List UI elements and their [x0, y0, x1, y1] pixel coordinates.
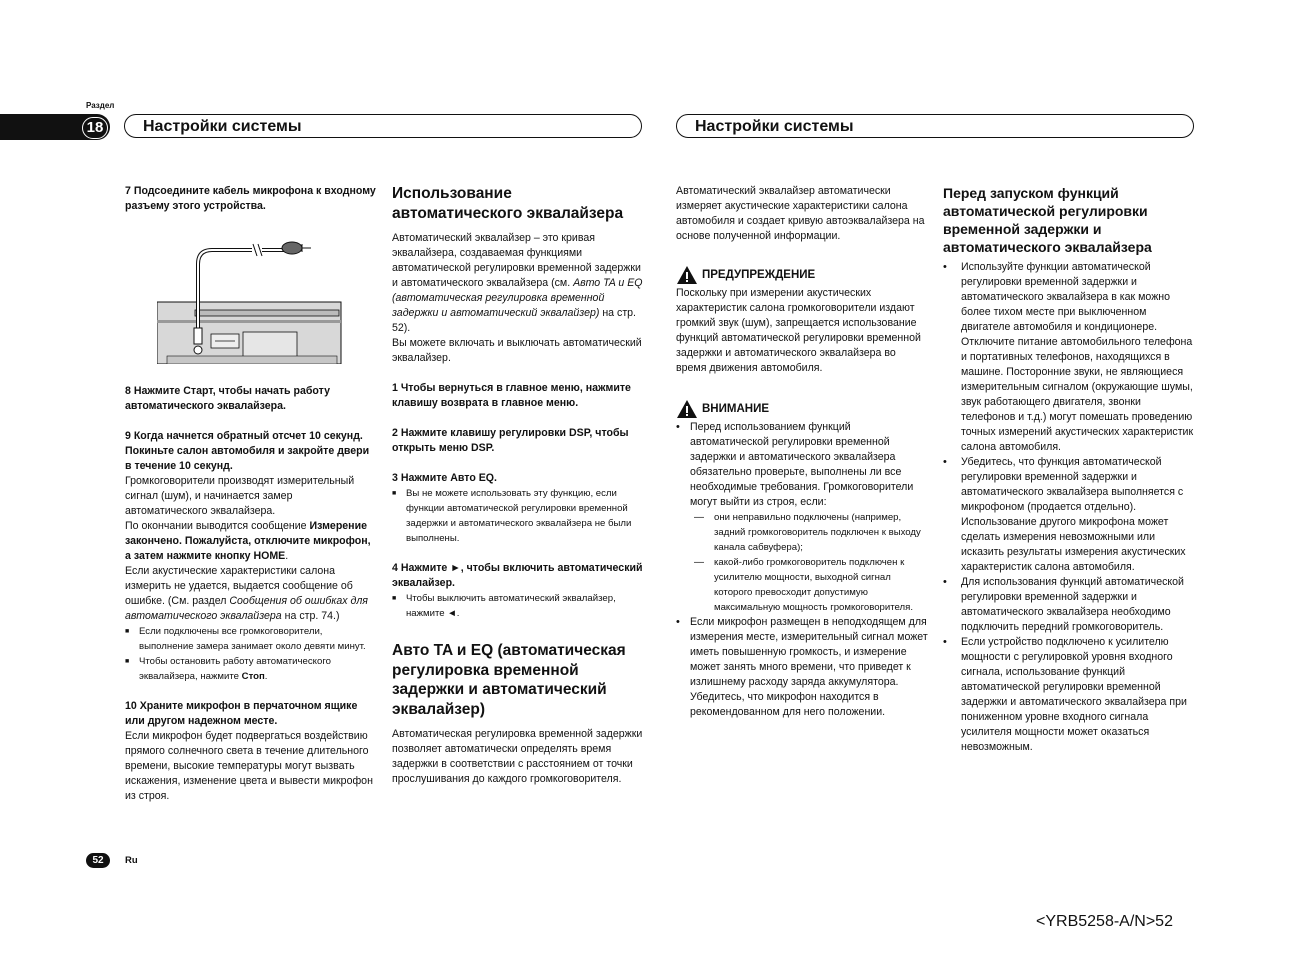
step-10-text: Если микрофон будет подвергаться воздействию прямого солнечного света в течение длительного времени, высокие температуры могут вызвать искажения, изменение цвета и вывести микрофон из строя. — [125, 730, 373, 802]
warning-heading: ПРЕДУПРЕЖДЕНИЕ — [676, 264, 928, 286]
note-item: ■ Чтобы остановить работу автоматического эквалайзера, нажмите Стоп. — [125, 656, 331, 682]
step-9-text-c: Если акустические характеристики салона измерить не удается, выдается сообщение об ошибке. (См. раздел Сообщения об ошибках для автоматического эквалайзера на стр. 74.) — [125, 565, 368, 622]
step-10: 10 Храните микрофон в перчаточном ящике или другом надежном месте. — [125, 700, 358, 727]
column-4 — [943, 184, 1195, 755]
bullet-item: • Если устройство подключено к усилителю мощности с регулировкой уровня входного сигнала, использование функций автоматической регулировки временной задержки и автоматического эквалайзера при пониженном уровне входного сигнала усилителя мощности может оказаться невозможным. — [943, 636, 1187, 753]
caution-subitem: — они неправильно подключены (например, задний громкоговоритель подключен к выходу канала сабвуфера); — [694, 512, 921, 553]
step-4: 4 Нажмите ►, чтобы включить автоматический эквалайзер. — [392, 562, 643, 589]
caution-item: • Если микрофон размещен в неподходящем для измерения месте, измерительный сигнал может иметь повышенную громкость, и измерение может занять много времени, что приведет к излишнему расходу заряда аккумулятора. Убедитесь, что микрофон находится в рекомендованном для него положении. — [676, 616, 928, 718]
language-code: Ru — [125, 855, 138, 866]
heading-before-start: Перед запуском функций автоматической регулировки временной задержки и автоматического эквалайзера — [943, 185, 1152, 255]
heading-auto-ta-eq: Авто TA и EQ (автоматическая регулировка временной задержки и автоматический эквалайзер) — [392, 642, 626, 718]
caution-subitem: — какой-либо громкоговоритель подключен к усилителю мощности, выходной сигнал которого превосходит допустимую максимальную мощность громкоговорителя. — [694, 557, 913, 613]
auto-eq-description: Автоматический эквалайзер автоматически измеряет акустические характеристики салона автомобиля и создает кривую автоэквалайзера на основе полученной информации. — [676, 185, 925, 242]
note-item: ■ Если подключены все громкоговорители, выполнение замера занимает около девяти минут. — [125, 626, 366, 652]
step-9-text-b: По окончании выводится сообщение Измерение закончено. Пожалуйста, отключите микрофон, а затем нажмите кнопку HOME. — [125, 520, 371, 562]
document-code: <YRB5258-A/N>52 — [1036, 913, 1173, 930]
page-number: 52 — [86, 853, 110, 868]
column-1 — [125, 184, 377, 804]
step-7: 7 Подсоедините кабель микрофона к входному разъему этого устройства. — [125, 185, 376, 212]
step-1: 1 Чтобы вернуться в главное меню, нажмите клавишу возврата в главное меню. — [392, 382, 631, 409]
section-label: Раздел — [86, 101, 115, 110]
section-number: 18 — [82, 117, 108, 139]
page-title-left: Настройки системы — [124, 114, 642, 138]
note-item: ■ Чтобы выключить автоматический эквалайзер, нажмите ◄. — [392, 593, 616, 619]
caution-heading: ВНИМАНИЕ — [676, 398, 928, 420]
warning-icon — [676, 265, 698, 285]
step-2: 2 Нажмите клавишу регулировки DSP, чтобы открыть меню DSP. — [392, 427, 629, 454]
auto-eq-intro-2: Вы можете включать и выключать автоматический эквалайзер. — [392, 337, 642, 364]
step-9-text-a: Громкоговорители производят измерительный сигнал (шум), и начинается замер автоматического эквалайзера. — [125, 475, 355, 517]
auto-ta-eq-text: Автоматическая регулировка временной задержки позволяет автоматически определять время задержки в соответствии с расстоянием от точки прослушивания до каждого громкоговорителя. — [392, 728, 643, 785]
caution-item: • Перед использованием функций автоматической регулировки временной задержки и автоматического эквалайзера обязательно проверьте, выполнены ли все необходимые требования. Громкоговорители могут выйти из строя, если: — [676, 421, 914, 508]
step-3: 3 Нажмите Авто EQ. — [392, 472, 497, 484]
caution-icon — [676, 399, 698, 419]
step-8: 8 Нажмите Старт, чтобы начать работу автоматического эквалайзера. — [125, 385, 330, 412]
bullet-item: • Используйте функции автоматической регулировки временной задержки и автоматического эквалайзера в как можно более тихом месте при выключенном двигателе автомобиля и кондиционере. Отключите питание автомобильного телефона и портативных телефонов, находящихся в машине. Посторонние звуки, не являющиеся измерительным сигналом (окружающие шумы, звук работающего двигателя, звонки телефонов и т.д.) могут помешать проведению точных измерений акустических характеристик салона автомобиля. — [943, 261, 1194, 453]
column-3 — [676, 184, 928, 720]
step-9: 9 Когда начнется обратный отсчет 10 секунд. Покиньте салон автомобиля и закройте двери в течение 10 секунд. — [125, 430, 370, 472]
bullet-item: • Для использования функций автоматической регулировки временной задержки и автоматического эквалайзера необходимо подключить передний громкоговоритель. — [943, 576, 1184, 633]
microphone-connection-illustration — [157, 236, 347, 364]
page-title-right: Настройки системы — [676, 114, 1194, 138]
auto-eq-intro: Автоматический эквалайзер – это кривая эквалайзера, создаваемая функциями автоматической регулировки временной задержки и автоматического эквалайзера (см. Авто TA и EQ (автоматическая регулировка временной задержки и автоматический эквалайзер) на стр. 52). — [392, 232, 643, 334]
note-item: ■ Вы не можете использовать эту функцию, если функции автоматической регулировки временной задержки и автоматического эквалайзера не были выполнены. — [392, 488, 632, 544]
bullet-item: • Убедитесь, что функция автоматической регулировки временной задержки и автоматического эквалайзера выполняется с микрофоном (продается отдельно). Использование другого микрофона может сделать измерения невозможными или исказить результаты измерения акустических характеристик салона автомобиля. — [943, 456, 1186, 573]
column-2 — [392, 184, 644, 787]
warning-text: Поскольку при измерении акустических характеристик салона громкоговорители издают громкий звук (шум), запрещается использование функций автоматической регулировки временной задержки и автоматического эквалайзера во время движения автомобиля. — [676, 287, 921, 374]
heading-auto-eq: Использование автоматического эквалайзера — [392, 185, 624, 222]
